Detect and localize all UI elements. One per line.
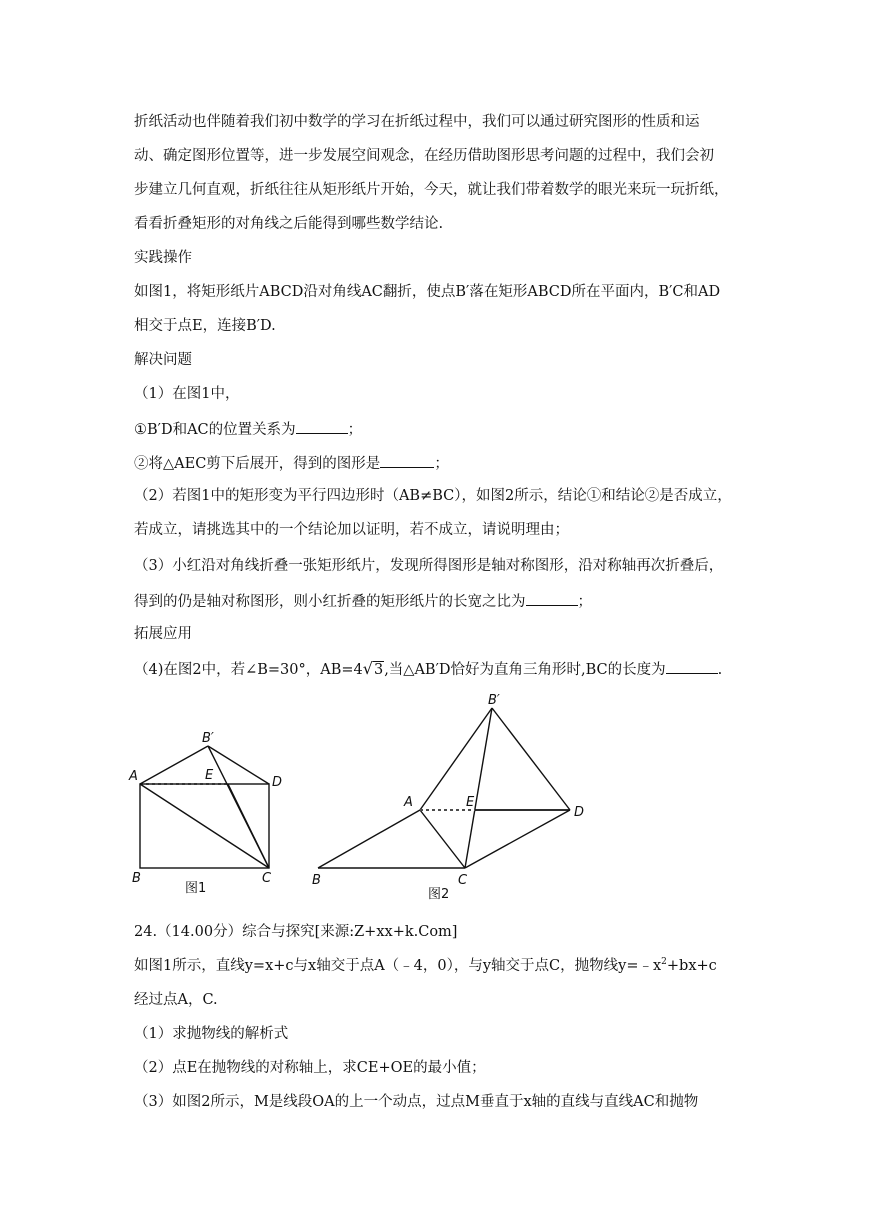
q1-item-1: [134, 418, 362, 440]
fig2-label-Bp: B′: [488, 693, 500, 708]
sqrt-radicand: 3: [373, 662, 384, 678]
fig1-label-A: A: [129, 769, 138, 784]
fig1-diagonal-AC: [140, 784, 269, 868]
practice-line-1: 如图1，将矩形纸片ABCD沿对角线AC翻折，使点B′落在矩形ABCD所在平面内，B′C和AD: [134, 284, 721, 300]
q1-item-1-blank[interactable]: [296, 418, 348, 434]
q1-item-2-end: ；: [434, 456, 449, 472]
section-practice-heading: 实践操作: [134, 250, 192, 266]
q1-item-1-end: ；: [347, 422, 363, 438]
q1-item-2-text: ②将△AEC剪下后展开，得到的图形是: [134, 456, 381, 472]
q1-item-2: [134, 452, 449, 474]
q3-blank[interactable]: [526, 590, 578, 606]
q4-post: ,当△AB′D恰好为直角三角形时,BC的长度为: [384, 662, 666, 678]
fig1-caption: 图1: [185, 881, 207, 896]
section-solve-heading: 解决问题: [134, 352, 192, 368]
q24-title: 24.（14.00分）综合与探究[来源:Z+xx+k.Com]: [134, 924, 458, 940]
fig1-label-C: C: [262, 871, 272, 886]
fig2-segment-CD: [465, 810, 570, 868]
q4-end: .: [717, 662, 723, 678]
section-extend-heading: 拓展应用: [134, 626, 192, 642]
fig1-label-D: D: [272, 775, 283, 790]
intro-line-2: 动、确定图形位置等，进一步发展空间观念，在经历借助图形思考问题的过程中，我们会初: [134, 148, 714, 164]
q4-pre: （4)在图2中，若∠B=30°，AB=4: [134, 662, 363, 678]
q3-line-2-text: 得到的仍是轴对称图形，则小红折叠的矩形纸片的长宽之比为: [134, 594, 526, 610]
q3-line-2: [134, 590, 592, 612]
q1-item-2-blank[interactable]: [380, 452, 434, 468]
fig2-segment-AC: [420, 810, 465, 868]
fig1-label-E: E: [205, 768, 214, 783]
fig2-segment-AB': [420, 708, 492, 810]
q4-line: [134, 658, 722, 680]
q24-line-1: [134, 956, 717, 976]
q3-end: ；: [577, 594, 592, 610]
sqrt-symbol: √: [362, 659, 373, 678]
figure-2: [305, 690, 595, 900]
fig1-segment-AB': [140, 746, 208, 784]
fig2-label-B: B: [312, 873, 321, 888]
fig2-label-A: A: [404, 795, 413, 810]
intro-line-1: 折纸活动也伴随着我们初中数学的学习在折纸过程中，我们可以通过研究图形的性质和运: [134, 114, 700, 130]
fig1-label-B: B: [132, 871, 141, 886]
q24-exponent: 2: [661, 957, 667, 968]
fig2-label-D: D: [574, 805, 585, 820]
q2-line-1: （2）若图1中的矩形变为平行四边形时（AB≠BC），如图2所示，结论①和结论②是否成立，: [134, 488, 732, 504]
q24-line-2: 经过点A，C.: [134, 992, 218, 1008]
practice-line-2: 相交于点E，连接B′D.: [134, 318, 276, 334]
q24-line-1-pre: 如图1所示，直线y=x+c与x轴交于点A（﹣4，0），与y轴交于点C，抛物线y=﹣x: [134, 958, 662, 974]
intro-line-3: 步建立几何直观，折纸往往从矩形纸片开始，今天，就让我们带着数学的眼光来玩一玩折纸，: [134, 182, 729, 198]
fig2-segment-BA: [318, 810, 420, 868]
fig2-label-E: E: [466, 795, 475, 810]
fig1-label-Bp: B′: [202, 731, 214, 746]
q2-line-2: 若成立，请挑选其中的一个结论加以证明，若不成立，请说明理由；: [134, 522, 569, 538]
fig2-segment-B'C: [465, 708, 492, 868]
q4-blank[interactable]: [666, 658, 718, 674]
q24-part-2: （2）点E在抛物线的对称轴上，求CE+OE的最小值；: [134, 1060, 486, 1076]
fig2-label-C: C: [458, 873, 468, 888]
q3-line-1: （3）小红沿对角线折叠一张矩形纸片，发现所得图形是轴对称图形，沿对称轴再次折叠后，: [134, 558, 724, 574]
q24-line-1-post: +bx+c: [666, 958, 717, 974]
fig2-caption: 图2: [428, 887, 450, 900]
q1-item-1-text: ①B′D和AC的位置关系为: [134, 422, 296, 438]
q1-head: （1）在图1中，: [134, 386, 240, 402]
intro-line-4: 看看折叠矩形的对角线之后能得到哪些数学结论.: [134, 216, 444, 232]
fig2-segment-B'D: [492, 708, 570, 810]
q24-part-1: （1）求抛物线的解析式: [134, 1026, 289, 1042]
q24-part-3: （3）如图2所示，M是线段OA的上一个动点，过点M垂直于x轴的直线与直线AC和抛物: [134, 1094, 699, 1110]
figure-1: [120, 722, 295, 902]
